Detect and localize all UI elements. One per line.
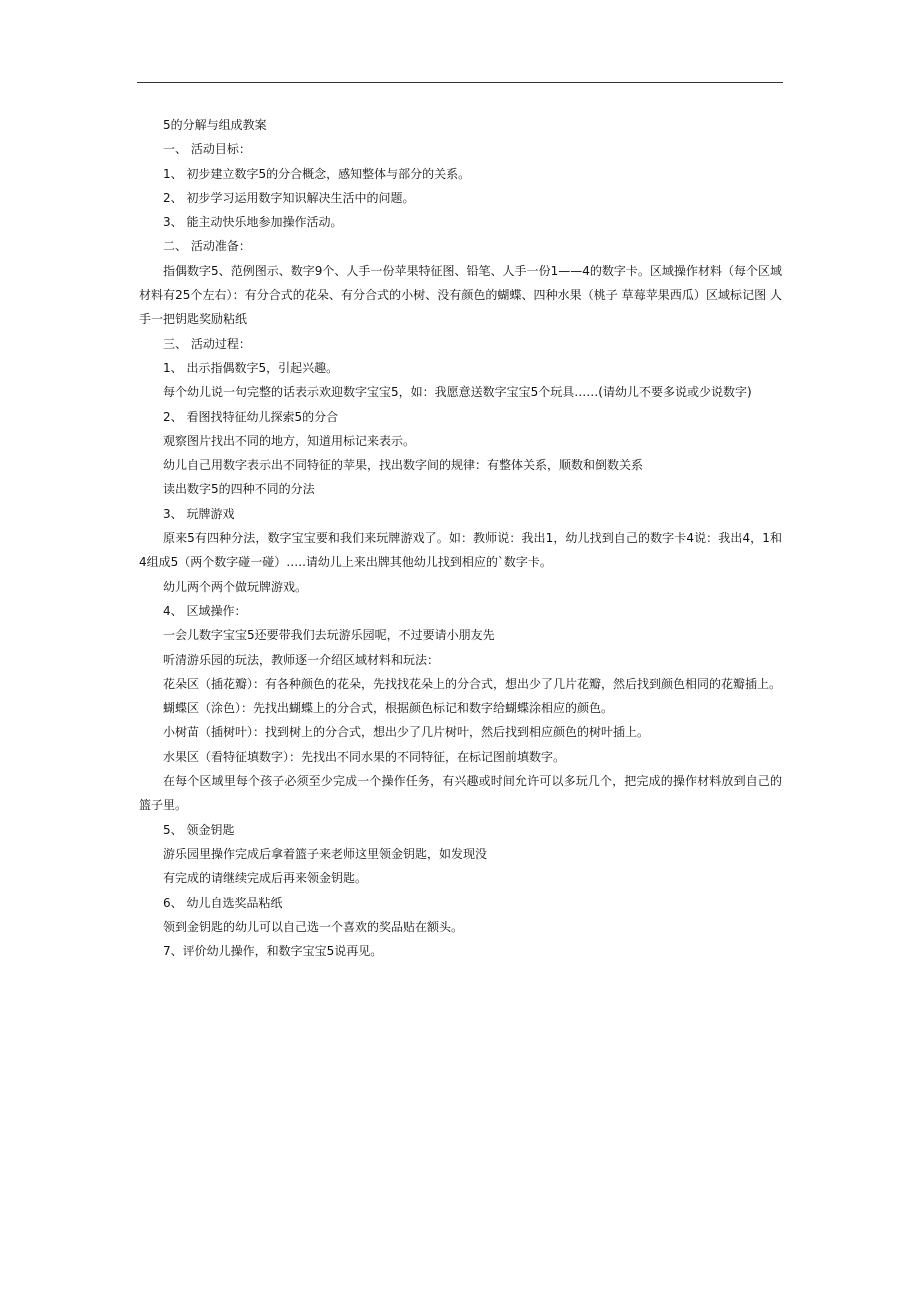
body-paragraph: 水果区（看特征填数字）：先找出不同水果的不同特征，在标记图前填数字。 bbox=[163, 749, 566, 764]
document-title: 5的分解与组成教案 bbox=[163, 118, 267, 132]
body-paragraph: 7、评价幼儿操作，和数字宝宝5说再见。 bbox=[163, 944, 383, 959]
goal-item: 2、 初步学习运用数字知识解决生活中的问题。 bbox=[163, 190, 415, 205]
body-paragraph: 每个幼儿说一句完整的话表示欢迎数字宝宝5，如：我愿意送数字宝宝5个玩具……(请幼儿不要多说或少说数字) bbox=[163, 385, 752, 400]
body-paragraph: 小树苗（插树叶）：找到树上的分合式，想出少了几片树叶，然后找到相应颜色的树叶插上。 bbox=[163, 725, 650, 740]
body-paragraph: 蝴蝶区（涂色）：先找出蝴蝶上的分合式，根据颜色标记和数字给蝴蝶涂相应的颜色。 bbox=[163, 701, 614, 716]
goal-item: 1、 初步建立数字5的分合概念，感知整体与部分的关系。 bbox=[163, 166, 471, 181]
body-paragraph: 读出数字5的四种不同的分法 bbox=[163, 482, 315, 497]
process-step-heading: 3、 玩牌游戏 bbox=[163, 506, 235, 521]
section-heading-process: 三、 活动过程： bbox=[163, 336, 251, 351]
body-paragraph: 听清游乐园的玩法，教师逐一介绍区域材料和玩法： bbox=[163, 652, 440, 667]
body-paragraph: 花朵区（插花瓣）：有各种颜色的花朵，先找找花朵上的分合式，想出少了几片花瓣，然后找到颜色相同的花瓣插上。 bbox=[163, 676, 782, 691]
body-paragraph: 一会儿数字宝宝5还要带我们去玩游乐园呢，不过要请小朋友先 bbox=[163, 628, 495, 643]
body-paragraph: 有完成的请继续完成后再来领金钥匙。 bbox=[163, 871, 368, 886]
body-paragraph: 观察图片找出不同的地方，知道用标记来表示。 bbox=[163, 433, 416, 448]
goal-item: 3、 能主动快乐地参加操作活动。 bbox=[163, 215, 343, 230]
body-paragraph: 在每个区域里每个孩子必须至少完成一个操作任务，有兴趣或时间允许可以多玩几个，把完成的操作材料放到自己的篮子里。 bbox=[139, 774, 782, 813]
body-paragraph: 5、 领金钥匙 bbox=[163, 822, 235, 837]
process-step-heading: 游乐园里操作完成后拿着篮子来老师这里领金钥匙，如发现没 bbox=[163, 846, 488, 861]
process-step-heading: 领到金钥匙的幼儿可以自己选一个喜欢的奖品贴在额头。 bbox=[163, 919, 464, 934]
preparation-paragraph: 指偶数字5、范例图示、数字9个、人手一份苹果特征图、铅笔、人手一份1——4的数字卡。区域操作材料（每个区域材料有25个左右）：有分合式的花朵、有分合式的小树、没有颜色的蝴蝶、四种水果（桃子 草莓苹果西瓜）区域标记图 人手一把钥匙奖励粘纸 bbox=[139, 263, 782, 327]
process-step-heading: 1、 出示指偶数字5，引起兴趣。 bbox=[163, 360, 339, 375]
header-rule bbox=[137, 82, 783, 83]
body-paragraph: 原来5有四种分法，数字宝宝要和我们来玩牌游戏了。如：教师说：我出1，幼儿找到自己的数字卡4说：我出4，1和4组成5（两个数字碰一碰）…..请幼儿上来出牌其他幼儿找到相应的`数字卡。 bbox=[139, 531, 782, 570]
section-heading-goals: 一、 活动目标： bbox=[163, 142, 251, 157]
body-paragraph: 6、 幼儿自选奖品粘纸 bbox=[163, 895, 283, 910]
section-heading-preparation: 二、 活动准备： bbox=[163, 239, 251, 254]
document-body bbox=[139, 113, 782, 963]
process-step-heading: 4、 区域操作： bbox=[163, 603, 247, 618]
body-paragraph: 幼儿自己用数字表示出不同特征的苹果，找出数字间的规律：有整体关系，顺数和倒数关系 bbox=[163, 458, 644, 473]
process-step-heading: 2、 看图找特征幼儿探索5的分合 bbox=[163, 409, 339, 424]
body-paragraph: 幼儿两个两个做玩牌游戏。 bbox=[163, 579, 308, 594]
